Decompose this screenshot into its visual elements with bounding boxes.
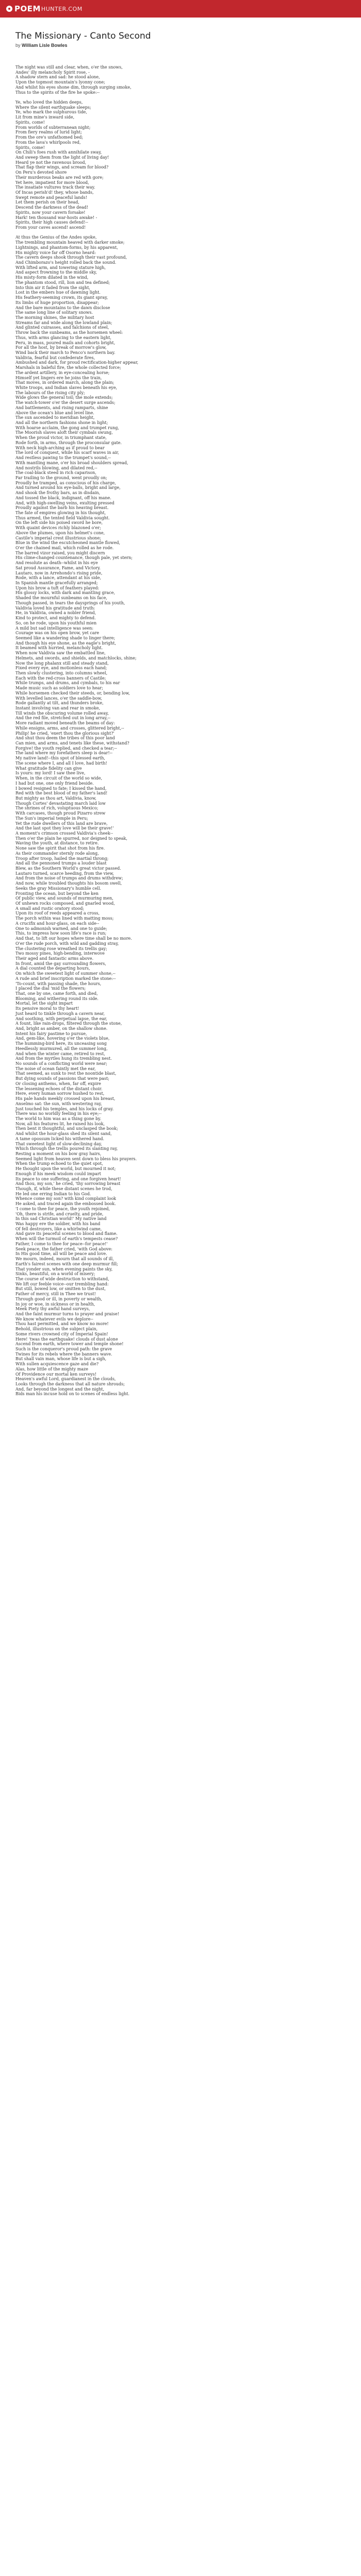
poem-stanza: Ye, who loved the hidden deeps, Where the silent earthquake sleeps; Ye, who mark the sulphurous tide, Lit from mine's inward side, Spirits, come! From worlds of subterranean night; From fiery realms of lurid light; From the ore's unfathomed bed; From the lava's whirlpools red, Spirits, come! On Chili's foes rush with annihilate sway, And sweep them from the light of living day! Heard ye not the ravenous brood, That flap their wings, and scream for blood? On Peru's devoted shore Their murderous beaks are red with gore; Yet here, impatient for more blood, The insatiate vultures track their way. Of Incas perish'd! they, whose bands, Swept remote and peaceful lands! Let them perish on their head, Descend the darkness of the dead! Spirits, now your cavern forsake! Hark! ten thousand war-hosts awake! - Spirits, their high causes defend!-- From your caves ascend! ascend! (15, 100, 109, 230)
author-link[interactable]: William Lisle Bowles (22, 43, 68, 48)
logo-main-text: POEM (14, 4, 41, 13)
poem-stanza: At thus the Genius of the Andes spoke, The trembling mountain heaved with darker smoke; Lightnings, and phantom-forms, by his apparent, His mighty voice far off Osorno heard: The cavern deeps shook through their vast profound, And Chimborazo's height rolled back the sound. With lifted arm, and towering stature high, And aspect frowning to the middle sky, His misty-form dilated in the wind, The phantom stood, rill, lion and tea defined; Into thin air it faded from the sight, Lost in the embers hue of dawning light. His feathery-seeming crown, its giant spray, Its limbs of huge proportion, disappear; And the bare mountains to the dawn disclose The same long line of solitary snows. The morning shines, the military host Streams far and wide along the lowland plain; And glinted cuirasses, and falchions of steel, Throw back the sunbeams, as the horsemen wheel: Thus, with arms glancing to the eastern light, Peru, in mass, poured mails and cohorts bright, For all the host, by break of morrow's glow, Wind back their march to Penco's northern bay. Valdivia, fearful but confederate fires, Ambushed and dark, for proud rectification-higher appear, Marshals in baleful fire, the whole collected force; The ardent artillery, in eye-concealing horse; Himself yet lingers ere he joins the train, That moves, in ordered march, along the plain; White troops, and Indian slaves beneath his eye, The labours of the rising city ply; Wide glows the general toil; the mole extends; The watch-tower o'er the desert surge ascends; And battlements, and rising ramparts, shine Above the ocean's blue and level line. The sun ascended to meridian height, And all the northern fashions shone in light; With hoarse acclaim, the gong and trumpet rung, The Moorish slaves aloft their cymbals swung, When the proud victor, in triumphant state, Rode forth, in arms, through the proconsular gate. With neck high-arching as if proud to bear The lord of conquest, while his scarf waves in air, And restless pawing to the trumpet's sound,-- With mantling mane, o'er his broad shoulders spread, And nostrils blowing, and dilated red,-- The coal-black steed in rich caparison, Far trailing to the ground, went proudly on; Proudly he tramped, as conscious of his charge, And turned around his eye-balls, bright and large, And shook the frothy bars, as in disdain, And tossed the black, indignant, off his mane. And, with high-swelling veins, exulting pressed Proudly against the barb his heaving breast. The fate of empires glowing in his thought, Thus armed, the tented field Valdivia sought. On the left side his poised sword he bore, With quaint devices richly blazoned o'er; Above the plumes, upon his helmet's cone, Castile's imperial crest illustrious shone; Blue in the wind the escutcheoned mantle flowed, O'er the chained mail, which rolled as he rode. The barred vizor raised, you might discern His clime-changed countenance, though pale, yet stern; And resolute as death--whilst in his eye Sat proud Assurance, Fame, and Victory. Lautaro, now in Arrehondo's rising pride, Rode, with a lance, attendant at his side, In Spanish mantle gracefully arranged; Upon his brow a tuft of feathers played: His glossy locks, with dark and mantling grace, Shaded the mournful sunbeams on his face, Though passed, in tears the daysprings of his youth, Valdivia loved his gratitude and truth: He, in Valdivia, owned a nobler friend, Kind to protect, and mighty to defend. So, on he rode, upon his youthful mien A mild but sad intelligence was seen: Courage was on his open brow, yet care Seemed like a wandering shade to linger there; And though his eye shone, as the eagle's bright, It beamed with hurried, melancholy light. When now Valdivia saw the embattled line, Helmets, and swords, and shields, and matchlocks, shine; Now the long phalanx still and steady stand, Fixed every eye, and motionless each hand; Then slowly clustering, into columns wheel, Each with the red-cross banners of Castile; While trumps, and drums, and cymbals, to his ear Made music such as soldiers love to hear; While horsemen checked their steeds, or, bending low, With levelled lances, o'er the saddle-bow, Rode gallantly at tilt, and thunders broke, Instant involving van and rear in smoke, Till winds the obscuring volume rolled away, And the red file, stretched out in long array,-- More radiant moved beneath the beams of day: While ensigns, arms, and crosses, glittered bright,-- Philip! he cried, 'exert thou the glorious sight?' And shut thou deem the tribes of this poor land Can mien, and arms, and tenets like these, withstand? Forgive! the youth replied, and checked a tear;-- The land where my forefathers sleep is dear!-- My native land!--this spot of blessed earth, The scene where I, and all I love, had birth! What gratitude fidelity can give Is yours: my lord! I saw thee live, When, in the circuit of the world so wide, I had but one, one only friend beside. I bowed resigned to fate; I kissed the hand, Red with the best blood of my father's land! But mighty as thou art, Valdivia, know, Though Cortes' devastating march laid low The shrines of rich, voluptuous Mexico; With carcases, though proud Pizarro strew The Sun's imperial temple in Peru; Yet the rude dwellers of this land are brave, And the last spot they love will be their grave!' A moment's crimson crossed Valdivia's cheek-- Then o'er the plain he spurred, nor deigned to speak, Waving the youth, at distance, to retire. None saw the spirit that shot from his fire. As their commander sternly rode along, Troop after troop, hailed the martial throng; And all the pennoned trumps a louder blast Blew, as the Southern World's great victor passed. Lautaro turned, scarce heeding, from the view, And from the noise of trumps and drums withdrew; And now, while troubled thoughts his bosom swell, Seeks the gray Missionary's humble cell. Fronting the ocean, but beyond the ken Of public view, and sounds of murmuring men, Of unhewn rocks composed, and gnarled wood, A small and rustic oratory stood; Upon its roof of reeds appeared a cross, The porch within was lined with matting moss; A crucifix and hour-glass, on each side-- One to admonish warned, and one to guide; This, to impress how soon life's race is run; And that, to lift our hopes where time shall be no more. O'er the rude porch, with wild and gadding stray, The clustering rose wreathed its trellis gay; Two mossy pines, high-bending, interwove Their aged and fantastic arms above. In front, amid the gay surrounding flowers, A dial counted the departing hours, On which the sweetest light of summer shone,-- A rude and brief inscription marked the stone:-- 'To-count, with passing shade, the hours, I placed the dial 'mid the flowers; That, one by one, came forth, and died, Blooming, and withering round its side. Mortal, let the sight impart Its pensive moral to thy heart! Just heard to tinkle through a cavern near, And soothing, with perpetual lapse, the ear, A fount, like rain-drops, filtered through the stone, And, bright as amber, on the shallow shone. Intent his fairy pastime to pursue, And, gem-like, hovering o'er the violets blue, The humming-bird here, its unceasing song Heedlessly murmured, all the summer long, And when the winter came, retired to rest, And from the myrtles hung its trembling nest. No sounds of a conflicting world were near; The noise of ocean faintly met the ear, That seemed, as sunk to rest the noontide blast, But dying sounds of passions that were past; Or closing anthems, when, far off, expire The lessening echoes of the distant choir. Here, every human sorrow hushed to rest, His pale hands meekly crossed upon his breast, Anselmo sat: the sun, with westering ray, Just touched his temples, and his locks of gray. There was no worldly feeling in his eye;-- The world to him was as a thing gone by. Now, all his features lit, he raised his look, Then bent it thoughtful, and unclasped the book; And whilst the hour-glass shed its silent sand, A tame opossum licked his withered hand. That sweetest light of slow-declining day, Which through the trellis poured its slanting ray, Resting a moment on his bow gray hairs, Seemed light from heaven sent down to bless his prayers. When the trump echoed to the quiet spot, He thought upon the world, but mourned it not; Enough if his meek wisdom could impart Its peace to one suffering, and one forgiven heart! And thou, my son,' he cried, 'thy sorrowing breast Though, if, while these distant scenes he trod, He led one erring Indian to his God. Whence come my son? with kind complaint look He asked, and traced again the embossed book. 'I come to thee for peace, the youth rejoined, 'Oh, there is strife, and cruelty, and pride, In this sad Christian world!' My native land Was happy ere the soldier, with his band Of fell destroyers, like a whirlwind came, And gave its peaceful scenes to blood and flame. When will the turmoil of earth's tempests cease? Father, I come to thee for peace--for peace!' Seek peace, the father cried, 'with God above: In His good time, all will be peace and love. We mourn, indeed, mourn that all sounds of ill, Earth's fairest scenes with one deep murmur fill; That yonder sun, when evening paints the sky, Sinks, beautiful, on a world of misery; The course of wide destruction to withstand, We lift our feeble voice--our trembling hand: But still, bowed low, or smitten to the dust, Father of mercy, still in Thee we trust! Through good or ill, in poverty or wealth, In joy or woe, in sickness or in health, Meek Piety thy awful hand surveys, And the faint murmur turns to prayer and praise! We know whatever evils we deplore-- Thou hast permitted, and we know no more! Behold, illustrious on the subject plain, Some rivers crowned city of Imperial Spain! Here! 'twas the earthquake! clouds of dust alone Ascend from earth, where tower and temple shone! Such is the conqueror's proud path: the grave Twines for its rebels where the banners wave. But shall vain man, whose life is but a sigh, With sullen acquiescence gaze and die? Alas, how little of the mighty maze Of Providence our mortal ken surveys! Heaven's awful Lord, guardianest in the clouds, Looks through the darkness that all nature shrouds; And, far beyond the longest and the night, Bids man his incuse hold on to scenes of endless light. (15, 235, 139, 1397)
site-header (0, 0, 361, 18)
logo-icon (6, 6, 12, 12)
poem-title: The Missionary - Canto Second (15, 31, 151, 41)
logo-sub-text: HUNTER.COM (41, 5, 83, 12)
poem-byline (15, 43, 361, 48)
poem-stanza: The night was still and clear, when, o'er the snows, Andes' illy melancholy Spirit rose, - A shadow stern and sad: he stood alone, Upon the topmost mountain's lyonny cone; And whilst his eyes shone dim, through surging smoke, Thus to the spirits of the fire he spoke:-- (15, 65, 132, 95)
poem-body (15, 65, 361, 1397)
byline-prefix: by (15, 43, 21, 48)
poem-container (0, 18, 361, 1397)
site-logo[interactable] (6, 4, 83, 13)
